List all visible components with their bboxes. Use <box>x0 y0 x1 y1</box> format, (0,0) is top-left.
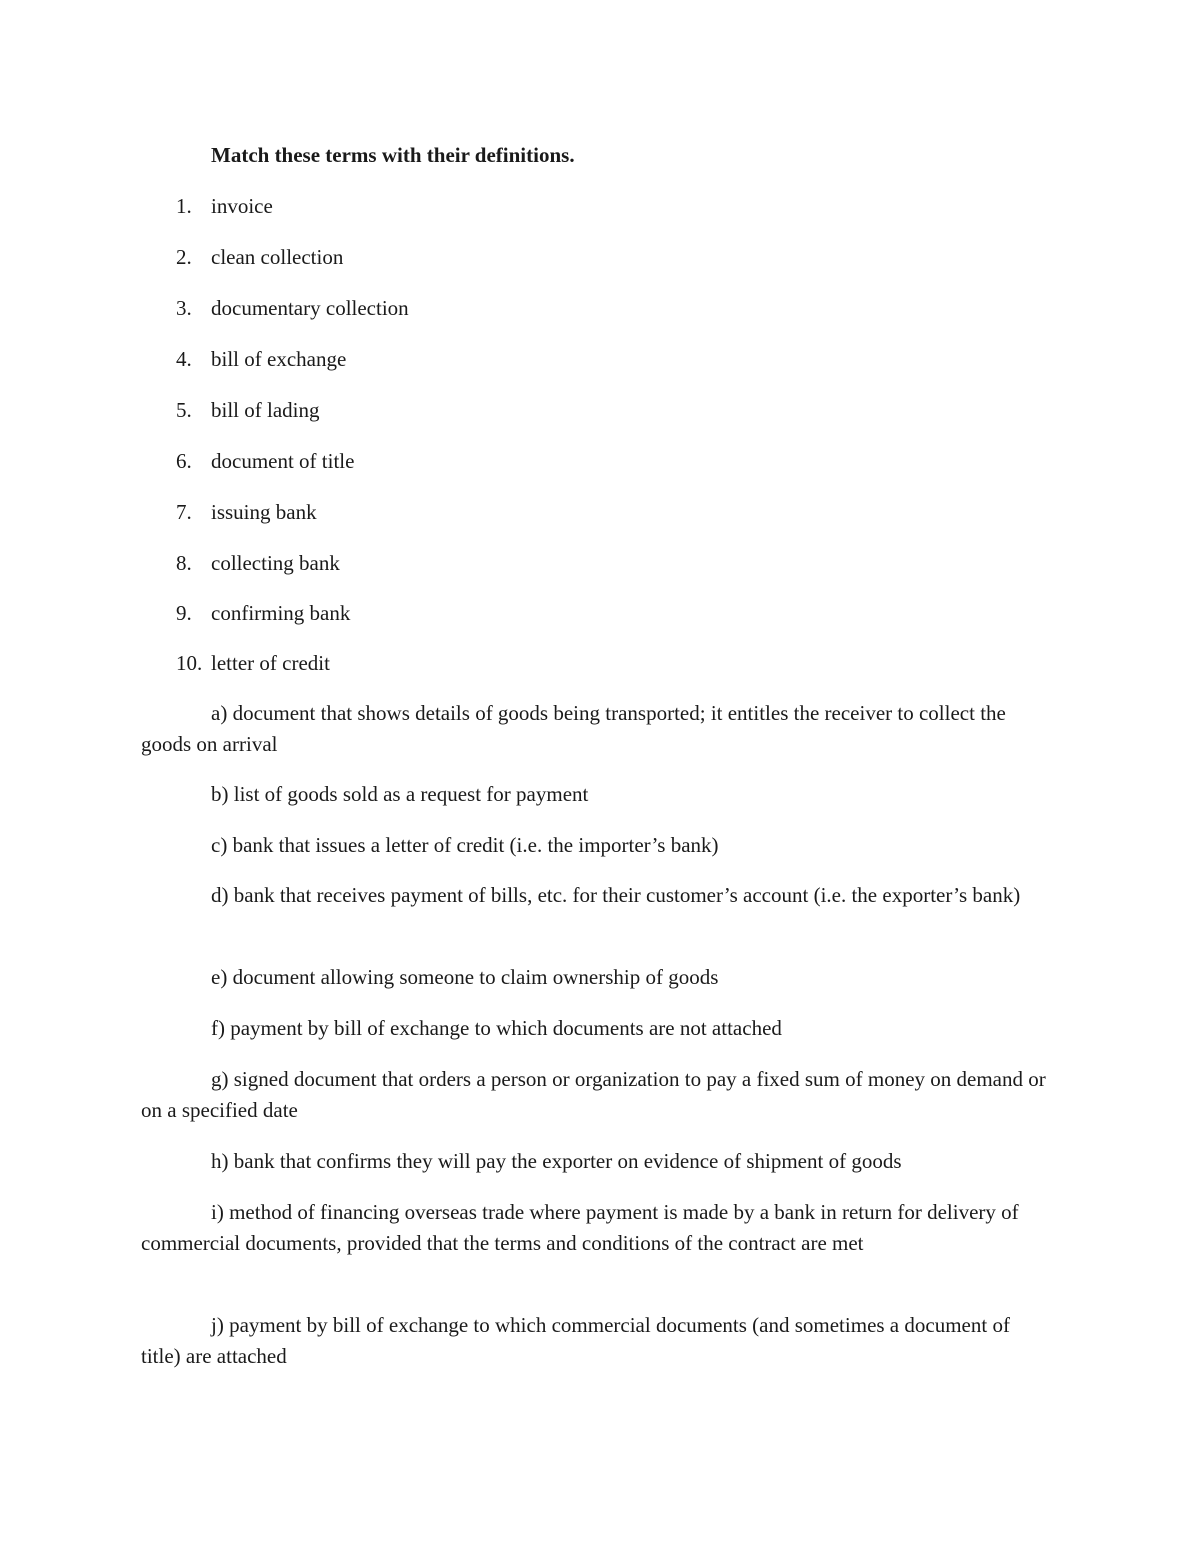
definition-item: g) signed document that orders a person or organization to pay a fixed sum of money on demand or on a specified date <box>141 1067 1046 1122</box>
term-text: clean collection <box>211 245 344 269</box>
term-text: confirming bank <box>211 601 351 625</box>
definition-item: d) bank that receives payment of bills, etc. for their customer’s account (i.e. the exporter’s bank) <box>211 883 1021 907</box>
term-text: bill of lading <box>211 398 320 422</box>
term-number: 7. <box>176 500 192 524</box>
definition-item: b) list of goods sold as a request for payment <box>211 782 589 806</box>
definition-item: f) payment by bill of exchange to which documents are not attached <box>211 1016 782 1040</box>
term-text: issuing bank <box>211 500 317 524</box>
term-text: documentary collection <box>211 296 409 320</box>
term-number: 4. <box>176 347 192 371</box>
term-number: 8. <box>176 551 192 575</box>
term-number: 1. <box>176 194 192 218</box>
definition-item: h) bank that confirms they will pay the exporter on evidence of shipment of goods <box>211 1149 902 1173</box>
term-text: bill of exchange <box>211 347 347 371</box>
term-text: document of title <box>211 449 355 473</box>
term-text: letter of credit <box>211 651 330 675</box>
definition-item: i) method of financing overseas trade where payment is made by a bank in return for delivery of commercial documents, provided that the terms and conditions of the contract are met <box>141 1200 1019 1255</box>
term-number: 2. <box>176 245 192 269</box>
term-text: collecting bank <box>211 551 340 575</box>
term-number: 10. <box>176 651 203 675</box>
exercise-title: Match these terms with their definitions. <box>211 143 575 167</box>
term-number: 9. <box>176 601 192 625</box>
term-text: invoice <box>211 194 273 218</box>
definition-item: e) document allowing someone to claim ownership of goods <box>211 965 719 989</box>
definition-item: a) document that shows details of goods being transported; it entitles the receiver to collect the goods on arrival <box>141 701 1006 756</box>
definition-item: j) payment by bill of exchange to which commercial documents (and sometimes a document of title) are attached <box>141 1313 1010 1368</box>
term-number: 6. <box>176 449 192 473</box>
definition-item: c) bank that issues a letter of credit (i.e. the importer’s bank) <box>211 833 719 857</box>
term-number: 3. <box>176 296 192 320</box>
term-number: 5. <box>176 398 192 422</box>
